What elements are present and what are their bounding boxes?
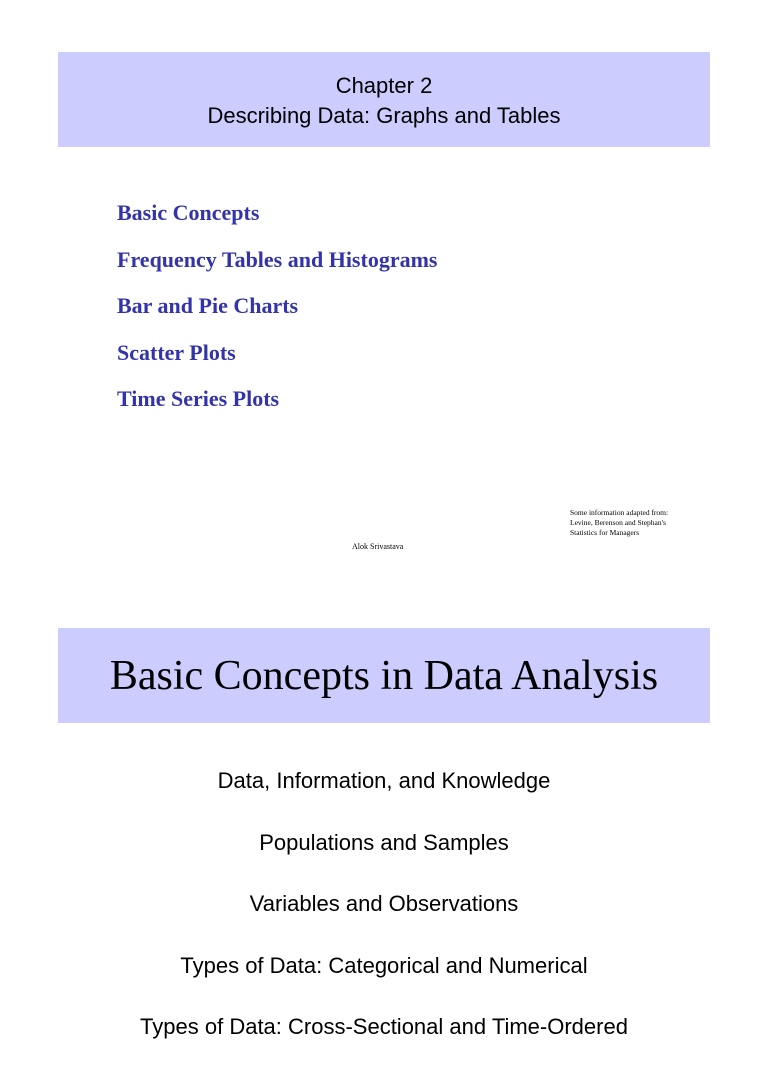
concept-item: Types of Data: Categorical and Numerical (180, 952, 588, 978)
footnote-line: Levine, Berenson and Stephan's (570, 518, 666, 527)
topic-item: Frequency Tables and Histograms (117, 246, 438, 272)
author-name: Alok Srivastava (352, 542, 404, 551)
slide-basic-concepts (0, 600, 768, 1039)
concept-list (0, 766, 768, 1074)
slide-title-banner (58, 628, 710, 723)
source-footnote (570, 508, 710, 538)
concept-item: Types of Data: Cross-Sectional and Time-Ordered (140, 1014, 628, 1039)
concept-item: Data, Information, and Knowledge (217, 768, 551, 793)
footnote-line: Statistics for Managers (570, 528, 640, 537)
topic-item: Scatter Plots (117, 339, 236, 365)
chapter-number: Chapter 2 (335, 73, 433, 98)
concept-item: Variables and Observations (249, 891, 519, 916)
topic-item: Basic Concepts (117, 200, 260, 225)
chapter-title: Describing Data: Graphs and Tables (207, 103, 561, 128)
chapter-banner (58, 52, 710, 147)
topic-item: Bar and Pie Charts (117, 293, 299, 318)
slide-title: Basic Concepts in Data Analysis (109, 653, 659, 699)
footnote-line: Some information adapted from: (570, 508, 669, 517)
topic-list (117, 198, 437, 431)
concept-item: Populations and Samples (259, 829, 509, 855)
topic-item: Time Series Plots (117, 386, 280, 411)
